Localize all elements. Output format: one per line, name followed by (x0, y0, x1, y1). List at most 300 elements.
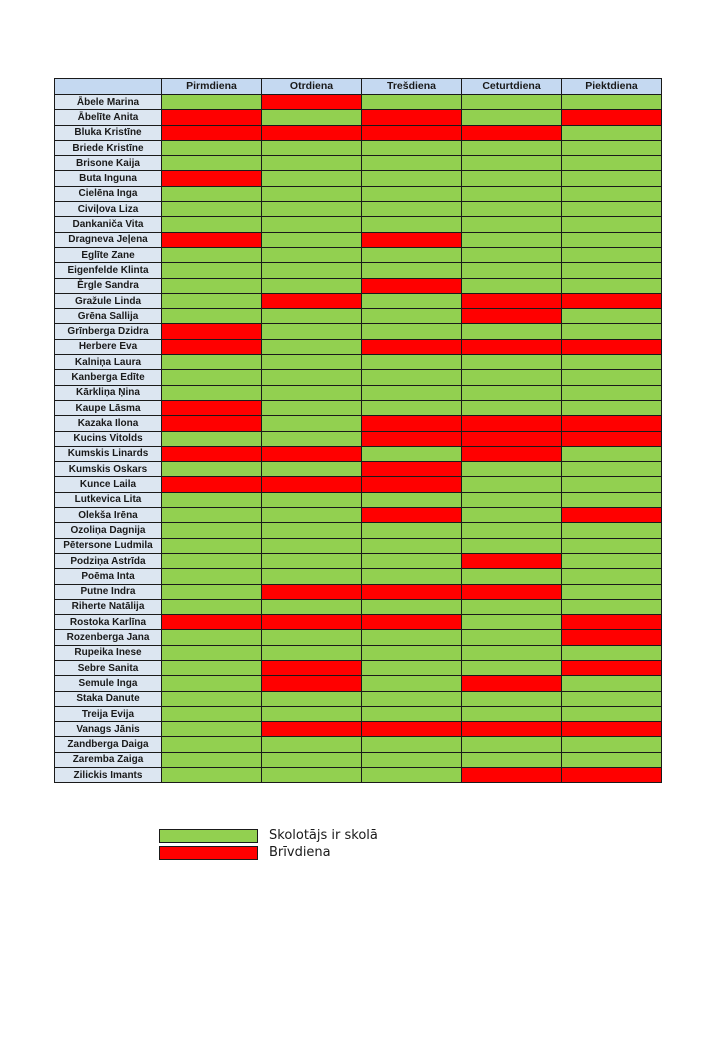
status-cell-present (562, 95, 662, 110)
status-cell-day-off (562, 630, 662, 645)
teacher-name: Zandberga Daiga (55, 737, 162, 752)
status-cell-present (562, 706, 662, 721)
status-cell-day-off (362, 416, 462, 431)
status-cell-day-off (362, 722, 462, 737)
status-cell-present (262, 569, 362, 584)
status-cell-day-off (362, 431, 462, 446)
table-row (55, 416, 662, 431)
teacher-name: Lutkevica Lita (55, 492, 162, 507)
day-header-tuesday: Otrdiena (262, 79, 362, 95)
teacher-name: Poēma Inta (55, 569, 162, 584)
teacher-name: Staka Danute (55, 691, 162, 706)
teacher-name: Grīnberga Dzidra (55, 324, 162, 339)
status-cell-present (162, 538, 262, 553)
status-cell-present (362, 768, 462, 783)
status-cell-present (562, 553, 662, 568)
status-cell-day-off (562, 339, 662, 354)
status-cell-present (462, 385, 562, 400)
status-cell-day-off (462, 416, 562, 431)
status-cell-present (562, 400, 662, 415)
status-cell-present (162, 722, 262, 737)
corner-cell (55, 79, 162, 95)
status-cell-present (262, 355, 362, 370)
table-row (55, 156, 662, 171)
status-cell-day-off (462, 584, 562, 599)
table-row (55, 95, 662, 110)
status-cell-present (162, 156, 262, 171)
table-row (55, 186, 662, 201)
legend-label-day-off: Brīvdiena (269, 845, 331, 860)
status-cell-present (262, 202, 362, 217)
status-cell-present (462, 477, 562, 492)
status-cell-present (462, 324, 562, 339)
status-cell-present (462, 691, 562, 706)
status-cell-day-off (462, 125, 562, 140)
status-cell-day-off (162, 171, 262, 186)
teacher-name: Kalniņa Laura (55, 355, 162, 370)
status-cell-day-off (262, 584, 362, 599)
legend-swatch-day-off (159, 846, 258, 860)
table-row (55, 630, 662, 645)
schedule-body (55, 95, 662, 783)
table-row (55, 263, 662, 278)
table-row (55, 752, 662, 767)
status-cell-present (262, 706, 362, 721)
status-cell-present (262, 508, 362, 523)
status-cell-present (262, 324, 362, 339)
status-cell-present (462, 737, 562, 752)
teacher-name: Eglīte Zane (55, 247, 162, 262)
teacher-name: Kārkliņa Ņina (55, 385, 162, 400)
status-cell-day-off (262, 477, 362, 492)
legend (159, 827, 378, 861)
table-row (55, 431, 662, 446)
day-header-thursday: Ceturtdiena (462, 79, 562, 95)
status-cell-present (262, 523, 362, 538)
status-cell-present (562, 645, 662, 660)
status-cell-present (562, 462, 662, 477)
legend-label-present: Skolotājs ir skolā (269, 828, 378, 843)
status-cell-present (562, 446, 662, 461)
status-cell-present (462, 508, 562, 523)
table-row (55, 232, 662, 247)
table-row (55, 645, 662, 660)
status-cell-present (162, 752, 262, 767)
status-cell-present (462, 523, 562, 538)
teacher-schedule-table (54, 78, 662, 783)
status-cell-present (262, 599, 362, 614)
table-row (55, 247, 662, 262)
table-row (55, 370, 662, 385)
teacher-name: Kumskis Linards (55, 446, 162, 461)
status-cell-day-off (462, 431, 562, 446)
status-cell-present (362, 553, 462, 568)
status-cell-day-off (162, 339, 262, 354)
table-row (55, 462, 662, 477)
status-cell-day-off (362, 477, 462, 492)
table-row (55, 722, 662, 737)
status-cell-present (162, 370, 262, 385)
status-cell-present (562, 156, 662, 171)
status-cell-present (262, 140, 362, 155)
table-row (55, 339, 662, 354)
status-cell-day-off (262, 95, 362, 110)
status-cell-present (562, 370, 662, 385)
status-cell-day-off (362, 339, 462, 354)
table-row (55, 691, 662, 706)
status-cell-present (462, 263, 562, 278)
status-cell-day-off (462, 722, 562, 737)
table-row (55, 492, 662, 507)
table-row (55, 140, 662, 155)
status-cell-present (562, 676, 662, 691)
status-cell-present (362, 446, 462, 461)
teacher-name: Ozoliņa Dagnija (55, 523, 162, 538)
status-cell-present (262, 232, 362, 247)
teacher-name: Rostoka Karlīna (55, 615, 162, 630)
table-row (55, 508, 662, 523)
teacher-name: Treija Evija (55, 706, 162, 721)
status-cell-present (362, 202, 462, 217)
status-cell-present (162, 691, 262, 706)
teacher-name: Pētersone Ludmila (55, 538, 162, 553)
status-cell-present (562, 523, 662, 538)
status-cell-day-off (162, 125, 262, 140)
status-cell-present (362, 140, 462, 155)
status-cell-present (162, 645, 262, 660)
status-cell-present (262, 400, 362, 415)
status-cell-day-off (562, 293, 662, 308)
status-cell-present (462, 752, 562, 767)
table-row (55, 660, 662, 675)
status-cell-present (362, 186, 462, 201)
status-cell-present (162, 95, 262, 110)
teacher-name: Cielēna Inga (55, 186, 162, 201)
table-row (55, 217, 662, 232)
table-row (55, 538, 662, 553)
table-row (55, 400, 662, 415)
status-cell-present (362, 645, 462, 660)
status-cell-present (362, 171, 462, 186)
status-cell-present (262, 186, 362, 201)
legend-item-present (159, 827, 378, 844)
status-cell-present (362, 400, 462, 415)
status-cell-day-off (562, 768, 662, 783)
status-cell-present (162, 355, 262, 370)
status-cell-present (162, 186, 262, 201)
status-cell-day-off (362, 462, 462, 477)
status-cell-present (162, 140, 262, 155)
teacher-name: Herbere Eva (55, 339, 162, 354)
status-cell-day-off (462, 446, 562, 461)
status-cell-present (562, 584, 662, 599)
status-cell-day-off (562, 508, 662, 523)
teacher-name: Briede Kristīne (55, 140, 162, 155)
status-cell-present (362, 599, 462, 614)
status-cell-day-off (562, 110, 662, 125)
status-cell-present (562, 217, 662, 232)
table-row (55, 171, 662, 186)
status-cell-present (362, 355, 462, 370)
teacher-name: Grēna Sallija (55, 309, 162, 324)
status-cell-present (562, 232, 662, 247)
status-cell-present (362, 324, 462, 339)
status-cell-day-off (262, 446, 362, 461)
status-cell-present (262, 217, 362, 232)
status-cell-present (262, 691, 362, 706)
status-cell-present (262, 263, 362, 278)
status-cell-present (262, 278, 362, 293)
status-cell-present (562, 309, 662, 324)
status-cell-present (562, 125, 662, 140)
status-cell-present (162, 553, 262, 568)
status-cell-present (462, 186, 562, 201)
teacher-name: Civiļova Liza (55, 202, 162, 217)
teacher-name: Kumskis Oskars (55, 462, 162, 477)
table-row (55, 553, 662, 568)
teacher-name: Olekša Irēna (55, 508, 162, 523)
status-cell-day-off (562, 660, 662, 675)
status-cell-present (262, 171, 362, 186)
status-cell-present (262, 247, 362, 262)
status-cell-present (262, 309, 362, 324)
status-cell-day-off (462, 293, 562, 308)
status-cell-present (462, 645, 562, 660)
status-cell-day-off (162, 446, 262, 461)
teacher-name: Rupeika Inese (55, 645, 162, 660)
status-cell-present (262, 416, 362, 431)
teacher-name: Ērgle Sandra (55, 278, 162, 293)
table-row (55, 324, 662, 339)
status-cell-present (462, 217, 562, 232)
status-cell-present (462, 171, 562, 186)
status-cell-present (262, 370, 362, 385)
status-cell-day-off (462, 339, 562, 354)
status-cell-present (362, 630, 462, 645)
header-row (55, 79, 662, 95)
table-row (55, 125, 662, 140)
status-cell-present (362, 737, 462, 752)
status-cell-present (462, 400, 562, 415)
status-cell-present (162, 385, 262, 400)
status-cell-present (162, 309, 262, 324)
status-cell-present (562, 599, 662, 614)
teacher-name: Semule Inga (55, 676, 162, 691)
status-cell-present (362, 569, 462, 584)
status-cell-day-off (562, 431, 662, 446)
status-cell-present (362, 523, 462, 538)
status-cell-present (262, 492, 362, 507)
status-cell-day-off (462, 676, 562, 691)
day-header-friday: Piektdiena (562, 79, 662, 95)
status-cell-present (462, 156, 562, 171)
status-cell-present (562, 752, 662, 767)
teacher-name: Gražule Linda (55, 293, 162, 308)
status-cell-present (462, 232, 562, 247)
status-cell-present (262, 630, 362, 645)
status-cell-present (462, 140, 562, 155)
table-row (55, 676, 662, 691)
status-cell-day-off (262, 722, 362, 737)
table-row (55, 599, 662, 614)
status-cell-present (362, 691, 462, 706)
status-cell-present (162, 599, 262, 614)
status-cell-present (562, 569, 662, 584)
legend-swatch-present (159, 829, 258, 843)
status-cell-present (162, 431, 262, 446)
teacher-name: Brisone Kaija (55, 156, 162, 171)
status-cell-present (462, 95, 562, 110)
status-cell-present (162, 202, 262, 217)
table-row (55, 584, 662, 599)
status-cell-present (262, 538, 362, 553)
status-cell-present (262, 385, 362, 400)
status-cell-present (562, 355, 662, 370)
status-cell-present (262, 156, 362, 171)
teacher-name: Kunce Laila (55, 477, 162, 492)
status-cell-present (562, 477, 662, 492)
status-cell-present (362, 538, 462, 553)
status-cell-present (562, 186, 662, 201)
status-cell-present (562, 247, 662, 262)
status-cell-present (562, 492, 662, 507)
status-cell-day-off (362, 584, 462, 599)
status-cell-present (462, 370, 562, 385)
status-cell-present (462, 355, 562, 370)
teacher-name: Dankaniča Vita (55, 217, 162, 232)
status-cell-day-off (462, 768, 562, 783)
status-cell-present (462, 110, 562, 125)
day-header-monday: Pirmdiena (162, 79, 262, 95)
status-cell-present (262, 752, 362, 767)
status-cell-present (162, 293, 262, 308)
status-cell-present (262, 431, 362, 446)
status-cell-present (162, 660, 262, 675)
status-cell-present (162, 217, 262, 232)
table-row (55, 706, 662, 721)
status-cell-present (162, 737, 262, 752)
day-header-wednesday: Trešdiena (362, 79, 462, 95)
status-cell-present (262, 553, 362, 568)
teacher-name: Buta Inguna (55, 171, 162, 186)
status-cell-present (362, 217, 462, 232)
status-cell-day-off (262, 615, 362, 630)
status-cell-present (362, 492, 462, 507)
status-cell-present (262, 110, 362, 125)
status-cell-present (362, 247, 462, 262)
table-row (55, 202, 662, 217)
status-cell-day-off (162, 232, 262, 247)
teacher-name: Bluka Kristīne (55, 125, 162, 140)
teacher-name: Riherte Natālija (55, 599, 162, 614)
status-cell-day-off (362, 232, 462, 247)
table-row (55, 278, 662, 293)
teacher-name: Ābele Marina (55, 95, 162, 110)
status-cell-day-off (562, 615, 662, 630)
legend-item-day-off (159, 844, 378, 861)
table-row (55, 768, 662, 783)
teacher-name: Putne Indra (55, 584, 162, 599)
status-cell-present (562, 202, 662, 217)
table-row (55, 110, 662, 125)
table-row (55, 309, 662, 324)
table-row (55, 569, 662, 584)
teacher-name: Kucins Vitolds (55, 431, 162, 446)
teacher-name: Dragneva Jeļena (55, 232, 162, 247)
status-cell-present (462, 660, 562, 675)
table-row (55, 737, 662, 752)
teacher-name: Zaremba Zaiga (55, 752, 162, 767)
status-cell-present (462, 706, 562, 721)
table-row (55, 293, 662, 308)
teacher-name: Zilickis Imants (55, 768, 162, 783)
status-cell-present (362, 706, 462, 721)
status-cell-present (362, 660, 462, 675)
status-cell-present (262, 737, 362, 752)
status-cell-present (462, 599, 562, 614)
teacher-name: Rozenberga Jana (55, 630, 162, 645)
status-cell-present (362, 752, 462, 767)
status-cell-present (462, 630, 562, 645)
status-cell-present (162, 492, 262, 507)
status-cell-present (362, 95, 462, 110)
status-cell-present (562, 324, 662, 339)
status-cell-present (362, 309, 462, 324)
table-row (55, 355, 662, 370)
table-row (55, 523, 662, 538)
status-cell-day-off (162, 110, 262, 125)
teacher-name: Kazaka Ilona (55, 416, 162, 431)
status-cell-present (362, 293, 462, 308)
status-cell-present (262, 645, 362, 660)
status-cell-present (362, 370, 462, 385)
status-cell-present (162, 584, 262, 599)
status-cell-present (162, 676, 262, 691)
status-cell-day-off (362, 110, 462, 125)
status-cell-present (462, 538, 562, 553)
status-cell-present (562, 171, 662, 186)
status-cell-present (562, 263, 662, 278)
status-cell-present (162, 263, 262, 278)
status-cell-present (562, 737, 662, 752)
status-cell-present (462, 569, 562, 584)
status-cell-day-off (362, 615, 462, 630)
status-cell-present (162, 278, 262, 293)
status-cell-day-off (162, 324, 262, 339)
status-cell-present (262, 768, 362, 783)
status-cell-present (462, 278, 562, 293)
status-cell-day-off (362, 508, 462, 523)
teacher-name: Kaupe Lāsma (55, 400, 162, 415)
status-cell-day-off (262, 293, 362, 308)
status-cell-present (462, 615, 562, 630)
status-cell-present (362, 676, 462, 691)
status-cell-day-off (462, 553, 562, 568)
status-cell-day-off (462, 309, 562, 324)
teacher-name: Kanberga Edīte (55, 370, 162, 385)
status-cell-present (562, 278, 662, 293)
status-cell-present (462, 202, 562, 217)
status-cell-present (162, 706, 262, 721)
status-cell-present (262, 339, 362, 354)
teacher-name: Vanags Jānis (55, 722, 162, 737)
status-cell-present (362, 385, 462, 400)
status-cell-day-off (362, 125, 462, 140)
status-cell-day-off (162, 416, 262, 431)
table-row (55, 477, 662, 492)
status-cell-day-off (262, 660, 362, 675)
status-cell-present (462, 492, 562, 507)
